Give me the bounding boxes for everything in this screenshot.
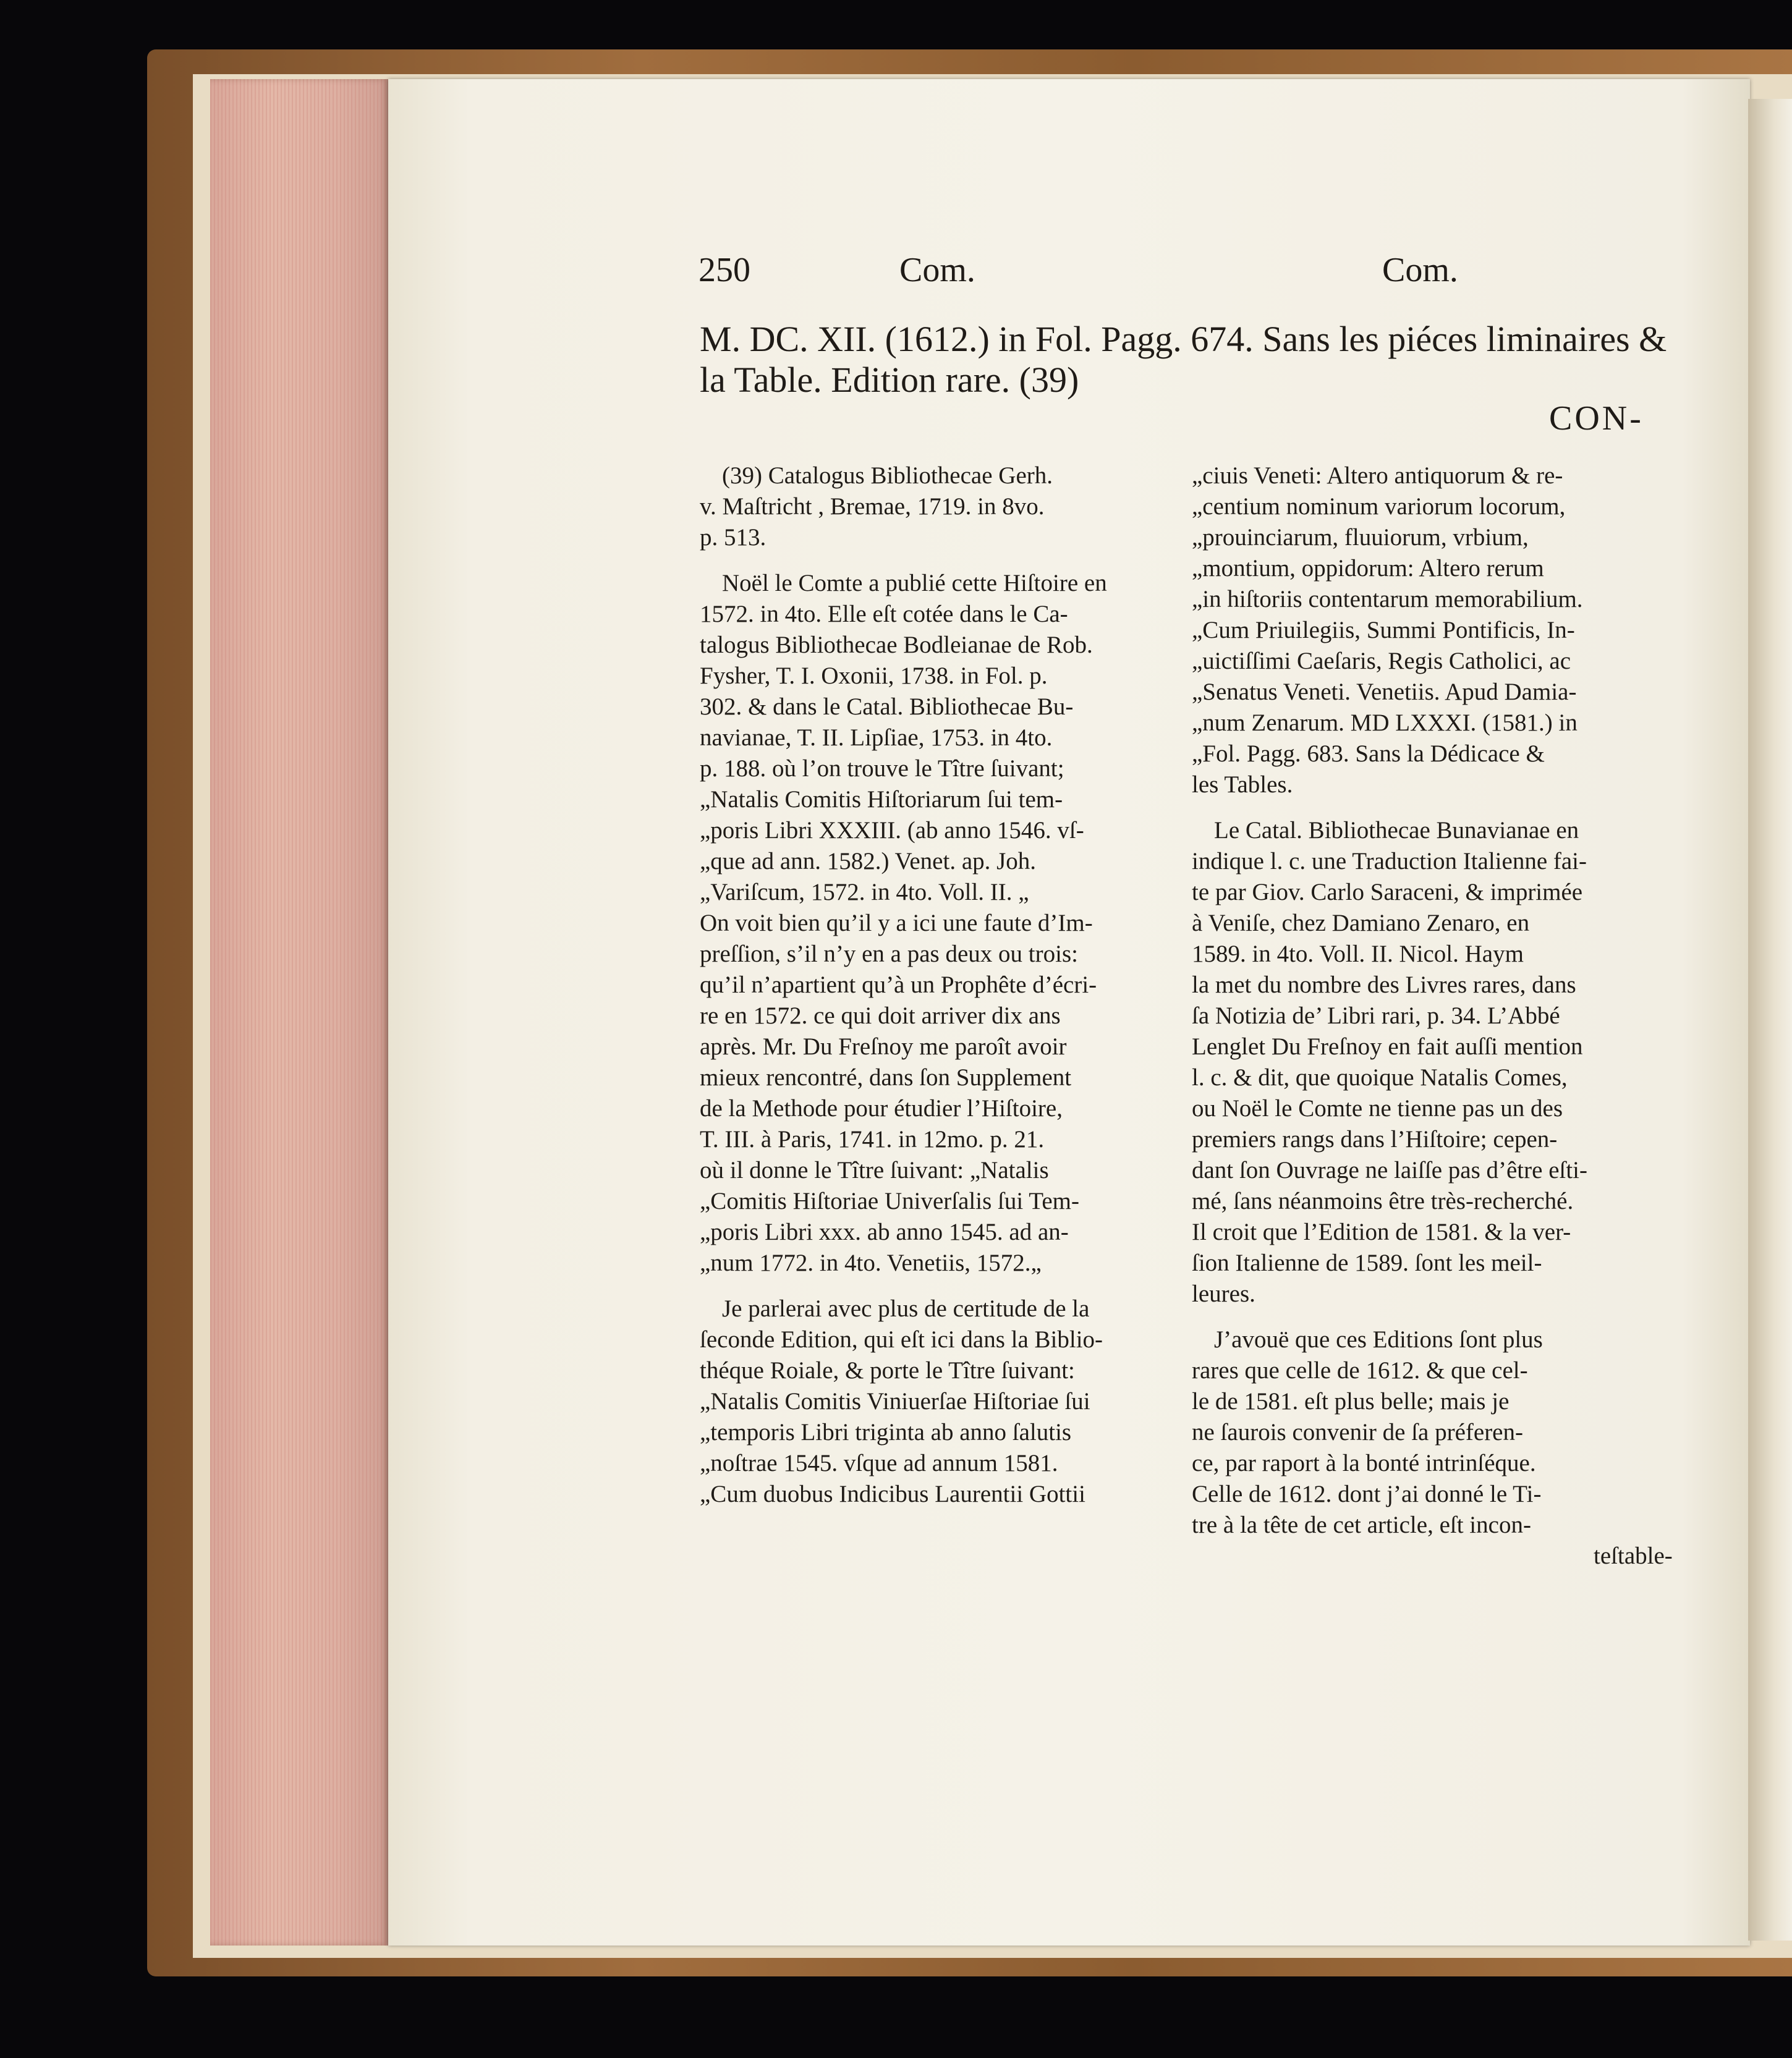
text-line: „Comitis Hiſtoriae Univerſalis ſui Tem- [700, 1188, 1079, 1214]
text-line: „centium nominum variorum locorum, [1192, 493, 1566, 520]
text-line: preſſion, s’il n’y en a pas deux ou trois: [700, 941, 1078, 967]
text-line: „Variſcum, 1572. in 4to. Voll. II. „ [700, 879, 1029, 905]
text-line: Le Catal. Bibliothecae Bunavianae en [1214, 817, 1579, 844]
text-line: v. Maſtricht , Bremae, 1719. in 8vo. [700, 493, 1045, 520]
text-line: Noël le Comte a publié cette Hiſtoire en [722, 570, 1107, 596]
text-line: Fysher, T. I. Oxonii, 1738. in Fol. p. [700, 663, 1048, 689]
text-line: „Natalis Comitis Hiſtoriarum ſui tem- [700, 786, 1063, 813]
text-line: ſa Notizia de’ Libri rari, p. 34. L’Abbé [1192, 1002, 1560, 1029]
title-line-1: M. DC. XII. (1612.) in Fol. Pagg. 674. Sans les piéces liminaires & [700, 319, 1667, 359]
text-line: „Cum Priuilegiis, Summi Pontificis, In- [1192, 617, 1575, 643]
text-line: „num 1772. in 4to. Venetiis, 1572.„ [700, 1250, 1042, 1276]
text-line: mieux rencontré, dans ſon Supplement [700, 1064, 1072, 1091]
text-line: talogus Bibliothecae Bodleianae de Rob. [700, 632, 1093, 658]
text-line: les Tables. [1192, 771, 1293, 798]
text-line: „poris Libri XXXIII. (ab anno 1546. vſ- [700, 817, 1084, 844]
text-line: „que ad ann. 1582.) Venet. ap. Joh. [700, 848, 1037, 874]
text-line: „temporis Libri triginta ab anno ſalutis [700, 1419, 1072, 1446]
text-line: à Veniſe, chez Damiano Zenaro, en [1192, 910, 1530, 936]
running-head-left: Com. [899, 251, 975, 289]
text-line: „noſtrae 1545. vſque ad annum 1581. [700, 1450, 1058, 1476]
text-line: „num Zenarum. MD LXXXI. (1581.) in [1192, 709, 1578, 736]
text-line: ſion Italienne de 1589. ſont les meil- [1192, 1250, 1542, 1276]
text-line: 1572. in 4to. Elle eſt cotée dans le Ca- [700, 601, 1068, 627]
text-line: ce, par raport à la bonté intrinſéque. [1192, 1450, 1536, 1476]
text-line: théque Roiale, & porte le Tître ſuivant: [700, 1357, 1075, 1384]
text-line: „in hiſtoriis contentarum memorabilium. [1192, 586, 1583, 612]
text-line: premiers rangs dans l’Hiſtoire; cepen- [1192, 1126, 1558, 1153]
text-line: (39) Catalogus Bibliothecae Gerh. [722, 462, 1053, 489]
text-line: de la Methode pour étudier l’Hiſtoire, [700, 1095, 1063, 1122]
title-line-2: la Table. Edition rare. (39) [700, 360, 1079, 400]
page-number: 250 [699, 251, 750, 289]
text-line: „Fol. Pagg. 683. Sans la Dédicace & [1192, 740, 1545, 767]
paragraph-gap [1192, 800, 1673, 815]
text-line: teſtable- [1594, 1543, 1673, 1569]
text-line: mé, ſans néanmoins être très-recherché. [1192, 1188, 1574, 1214]
text-line: „Senatus Veneti. Venetiis. Apud Damia- [1192, 679, 1577, 705]
paragraph-gap [700, 1279, 1107, 1294]
text-line: navianae, T. II. Lipſiae, 1753. in 4to. [700, 724, 1053, 751]
text-line: ou Noël le Comte ne tienne pas un des [1192, 1095, 1563, 1122]
text-line: „ciuis Veneti: Altero antiquorum & re- [1192, 462, 1563, 489]
page-edges [210, 79, 389, 1946]
facing-page-edge [1748, 99, 1792, 1941]
text-line: „Natalis Comitis Viniuerſae Hiſtoriae ſui [700, 1388, 1090, 1415]
catchword: CON- [1549, 399, 1644, 438]
text-line: On voit bien qu’il y a ici une faute d’Im- [700, 910, 1093, 936]
text-line: rares que celle de 1612. & que cel- [1192, 1357, 1528, 1384]
text-line: „montium, oppidorum: Altero rerum [1192, 555, 1544, 582]
text-line: 302. & dans le Catal. Bibliothecae Bu- [700, 693, 1074, 720]
paragraph-gap [700, 553, 1107, 568]
right-column [1192, 460, 1673, 1572]
text-line: re en 1572. ce qui doit arriver dix ans [700, 1002, 1061, 1029]
text-line: Lenglet Du Freſnoy en fait auſſi mention [1192, 1033, 1583, 1060]
text-line: l. c. & dit, que quoique Natalis Comes, [1192, 1064, 1568, 1091]
text-line: Il croit que l’Edition de 1581. & la ver- [1192, 1219, 1571, 1245]
text-line: leures. [1192, 1281, 1255, 1307]
text-line: tre à la tête de cet article, eſt incon- [1192, 1512, 1531, 1538]
text-line: où il donne le Tître ſuivant: „Natalis [700, 1157, 1049, 1184]
text-line: Je parlerai avec plus de certitude de la [722, 1295, 1090, 1322]
text-line: Celle de 1612. dont j’ai donné le Ti- [1192, 1481, 1542, 1507]
running-head-right: Com. [1382, 251, 1458, 289]
text-line: dant ſon Ouvrage ne laiſſe pas d’être eſti- [1192, 1157, 1587, 1184]
text-line: ſeconde Edition, qui eſt ici dans la Biblio- [700, 1326, 1103, 1353]
text-line: p. 188. où l’on trouve le Tître ſuivant; [700, 755, 1064, 782]
text-line: qu’il n’apartient qu’à un Prophête d’écri- [700, 972, 1097, 998]
paragraph-gap [1192, 1310, 1673, 1324]
text-line: le de 1581. eſt plus belle; mais je [1192, 1388, 1510, 1415]
text-line: ne ſaurois convenir de ſa préferen- [1192, 1419, 1523, 1446]
text-line: indique l. c. une Traduction Italienne fai- [1192, 848, 1587, 874]
text-line: T. III. à Paris, 1741. in 12mo. p. 21. [700, 1126, 1045, 1153]
text-line: p. 513. [700, 524, 766, 551]
text-line: „Cum duobus Indicibus Laurentii Gottii [700, 1481, 1085, 1507]
text-line: J’avouë que ces Editions ſont plus [1214, 1326, 1543, 1353]
text-line: la met du nombre des Livres rares, dans [1192, 972, 1576, 998]
text-line: „prouinciarum, fluuiorum, vrbium, [1192, 524, 1529, 551]
text-line: „poris Libri xxx. ab anno 1545. ad an- [700, 1219, 1069, 1245]
text-line: 1589. in 4to. Voll. II. Nicol. Haym [1192, 941, 1524, 967]
text-line: te par Giov. Carlo Saraceni, & imprimée [1192, 879, 1583, 905]
text-line: après. Mr. Du Freſnoy me paroît avoir [700, 1033, 1067, 1060]
text-line: „uictiſſimi Caeſaris, Regis Catholici, ac [1192, 648, 1571, 674]
left-column [700, 460, 1107, 1510]
